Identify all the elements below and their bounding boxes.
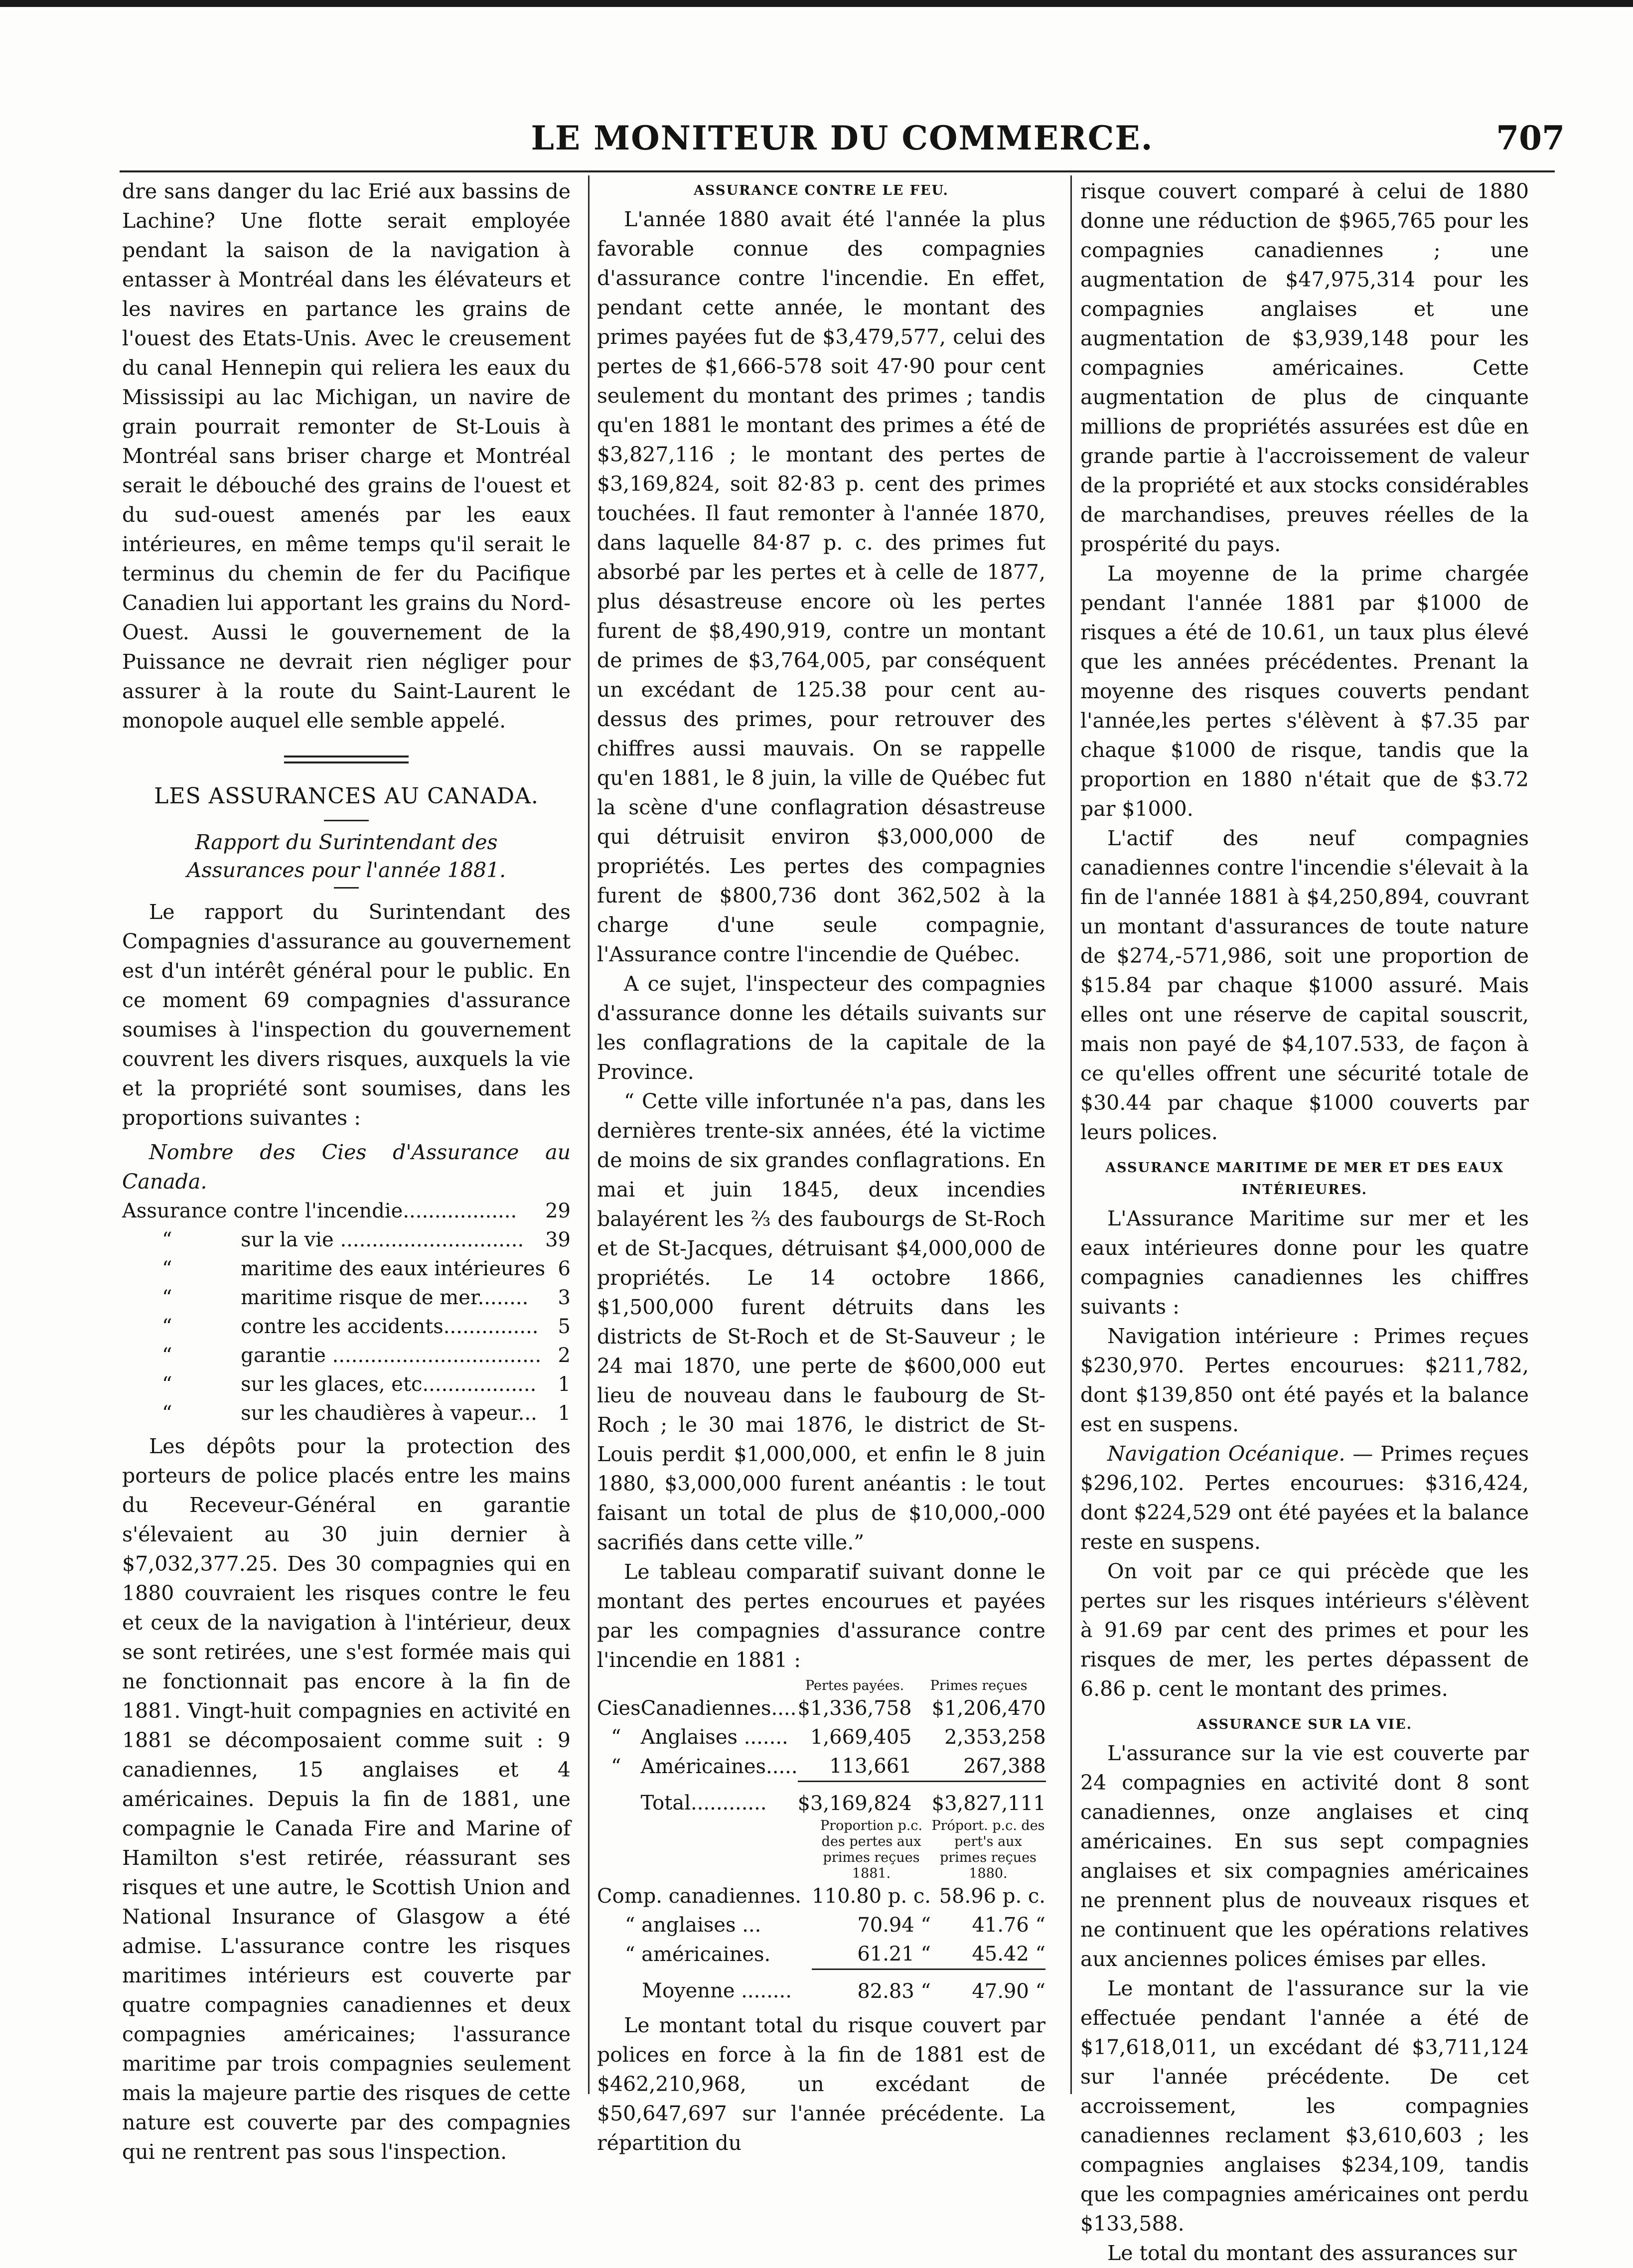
- ratio-1880: 58.96 p. c.: [939, 1885, 1045, 1908]
- short-rule: [334, 887, 359, 889]
- ratio-1880: 41.76 “: [972, 1914, 1045, 1937]
- paragraph: On voit par ce qui précède que les pertes sur les risques intérieurs s'élèvent à 91.69 par cent des primes et pour les risques de mer, les pertes dépassent de 6.86 p. cent le montant des primes.: [1080, 1559, 1529, 1701]
- list-item: [122, 1254, 571, 1283]
- list-label: sur les chaudières à vapeur: [241, 1402, 518, 1425]
- list-label: sur les glaces, etc: [241, 1373, 423, 1396]
- list-item: [122, 1197, 571, 1225]
- column-header: Proportion p.c. des pertes aux primes reçues 1881.: [820, 1818, 923, 1881]
- list-title: Nombre des Cies d'Assurance au Canada.: [122, 1140, 571, 1194]
- paragraph: Le montant de l'assurance sur la vie effectuée pendant l'année a été de $17,618,011, un excédant dé $3,711,124 sur l'année précédente. De cet accroissement, les compagnies canadiennes reclament $3,610,603 ; les compagnies anglaises $234,109, tandis que les compagnies américaines ont perdu $133,588.: [1080, 1976, 1529, 2236]
- column-divider: [588, 175, 590, 2094]
- ratio-table: [597, 1818, 1045, 2006]
- total-losses: $3,169,824: [798, 1782, 912, 1818]
- list-value: 1: [558, 1402, 571, 1425]
- table-row: [597, 1694, 1046, 1723]
- column-1: [122, 177, 571, 2167]
- list-item: [122, 1370, 571, 1399]
- leader-dots: ..................: [403, 1200, 517, 1222]
- losses-value: 113,661: [829, 1755, 912, 1778]
- page-header: [120, 119, 1565, 158]
- list-item: [122, 1283, 571, 1312]
- list-label: maritime risque de mer: [241, 1286, 478, 1309]
- row-label: “ américaines.: [625, 1943, 771, 1966]
- paragraph: Le montant total du risque couvert par polices en force à la fin de 1881 est de $462,210,968, un excédant de $50,647,697 sur l'année précédente. La répartition du: [597, 2013, 1045, 2155]
- list-value: 1: [558, 1373, 571, 1396]
- ditto-mark: “: [162, 1286, 172, 1309]
- row-prefix: Cies: [597, 1697, 641, 1720]
- report-title: Rapport du Surintendant des Assurances pour l'année 1881.: [186, 830, 506, 882]
- list-value: 3: [558, 1286, 571, 1309]
- paragraph-lead: Navigation Océanique.: [1107, 1442, 1345, 1466]
- list-value: 6: [558, 1257, 571, 1280]
- ditto-mark: “: [162, 1373, 172, 1396]
- row-label: Américaines.....: [640, 1755, 798, 1778]
- ratio-1881: 61.21 “: [857, 1943, 931, 1966]
- journal-title: LE MONITEUR DU COMMERCE.: [531, 119, 1154, 157]
- section-title: ASSURANCE SUR LA VIE.: [1196, 1717, 1413, 1732]
- paragraph: L'année 1880 avait été l'année la plus favorable connue des compagnies d'assurance contre l'incendie. En effet, pendant cette année, le montant des primes payées fut de $3,479,577, celui des pertes de $1,666-578 soit 47·90 pour cent seulement du montant des primes ; tandis qu'en 1881 le montant des primes a été de $3,827,116 ; le montant des pertes de $3,169,824, soit 82·83 p. cent des primes touchées. Il faut remonter à l'année 1870, dans laquelle 84·87 p. c. des primes fut absorbé par les pertes et à celle de 1877, plus désastreuse encore où les pertes furent de $8,490,919, contre un montant de primes de $3,764,005, par conséquent un excédant de 125.38 pour cent au-dessus des primes, pour retrouver des chiffres aussi mauvais. On se rappelle qu'en 1881, le 8 juin, la ville de Québec fut la scène d'une conflagration désastreuse qui détruisit environ $3,000,000 de propriétés. Les pertes des compagnies furent de $800,736 dont 362,502 à la charge d'une seule compagnie, l'Assurance contre l'incendie de Québec.: [597, 207, 1045, 966]
- losses-premiums-table: [597, 1678, 1046, 1818]
- paragraph: L'assurance sur la vie est couverte par 24 compagnies en activité dont 8 sont canadiennes, onze anglaises et cinq américaines. En sus sept compagnies anglaises et six compagnies américaines ne prennent plus de nouveaux risques et ne continuent que les opérations relatives aux anciennes polices émises par elles.: [1080, 1741, 1529, 1971]
- premiums-value: 267,388: [963, 1755, 1046, 1778]
- table-row: [597, 1940, 1045, 1969]
- leader-dots: ..................: [422, 1373, 537, 1396]
- column-3: [1080, 177, 1529, 2268]
- section-title: ASSURANCE CONTRE LE FEU.: [694, 183, 949, 198]
- paragraph-body: — Primes reçues $296,102. Pertes encourues: $316,424, dont $224,529 ont été payées et la balance reste en suspens.: [1080, 1442, 1529, 1554]
- short-rule: [324, 820, 369, 821]
- ditto-mark: “: [162, 1402, 172, 1425]
- leader-dots: .................................: [332, 1344, 542, 1367]
- table-row: [597, 1752, 1046, 1782]
- ditto-mark: “: [162, 1344, 172, 1367]
- losses-value: $1,336,758: [797, 1697, 912, 1720]
- list-value: 5: [558, 1315, 571, 1338]
- table-row: [597, 1882, 1045, 1911]
- list-item: [122, 1312, 571, 1341]
- list-item: [122, 1225, 571, 1254]
- losses-value: 1,669,405: [810, 1726, 912, 1749]
- column-2: [597, 177, 1045, 2158]
- average-label: Moyenne ........: [642, 1979, 792, 2003]
- top-border: [0, 0, 1633, 7]
- list-item: [122, 1341, 571, 1370]
- row-label: Canadiennes....: [640, 1697, 797, 1720]
- paragraph: dre sans danger du lac Erié aux bassins de Lachine? Une flotte serait employée pendant la saison de la navigation à entasser à Montréal dans les élévateurs et les navires en partance les grains de l'ouest des Etats-Unis. Avec le creusement du canal Hennepin qui reliera les eaux du Mississipi au lac Michigan, un navire de grain pourrait remonter de St-Louis à Montréal sans briser charge et Montréal serait le débouché des grains de l'ouest et du sud-ouest amenés par les eaux intérieures, en même temps qu'il serait le terminus du chemin de fer du Pacifique Canadien lui apportant les grains du Nord-Ouest. Aussi le gouvernement de la Puissance ne devrait rien négliger pour assurer à la route du Saint-Laurent le monopole auquel elle semble appelé.: [122, 179, 571, 733]
- section-title: LES ASSURANCES AU CANADA.: [154, 783, 539, 809]
- list-item: [122, 1399, 571, 1428]
- row-label: Anglaises .......: [640, 1726, 788, 1749]
- header-rule: [120, 170, 1555, 172]
- paragraph: Le total du montant des assurances sur: [1107, 2241, 1517, 2265]
- row-label: “ anglaises ...: [625, 1914, 761, 1937]
- paragraph: Le tableau comparatif suivant donne le montant des pertes encourues et payées par les compagnies d'assurance contre l'incendie en 1881 :: [597, 1560, 1045, 1672]
- paragraph: [1080, 1439, 1529, 1557]
- total-label: Total............: [640, 1792, 767, 1815]
- list-label: contre les accidents: [241, 1315, 444, 1338]
- table-header-row: [597, 1818, 1045, 1882]
- companies-count-table: [122, 1197, 571, 1428]
- paragraph: A ce sujet, l'inspecteur des compagnies d'assurance donne les détails suivants sur les conflagrations de la capitale de la Province.: [597, 972, 1045, 1084]
- leader-dots: ........: [477, 1286, 529, 1309]
- paragraph: Les dépôts pour la protection des porteurs de police placés entre les mains du Receveur-Général en garantie s'élevaient au 30 juin dernier à $7,032,377.25. Des 30 compagnies qui en 1880 couvraient les risques contre le feu et ceux de la navigation à l'intérieur, deux se sont retirées, une s'est formée mais qui ne fonctionnait pas encore à la fin de 1881. Vingt-huit compagnies en activité en 1881 se décomposaient comme suit : 9 canadiennes, 15 anglaises et 4 américaines. Depuis la fin de 1881, une compagnie le Canada Fire and Marine of Hamilton s'est retirée, réassurant ses risques et une autre, le Scottish Union and National Insurance of Glasgow a été admise. L'assurance contre les risques maritimes intérieurs est couverte par quatre compagnies canadiennes et deux compagnies américaines; l'assurance maritime par trois compagnies seulement mais la majeure partie des risques de cette nature est couverte par des compagnies qui ne rentrent pas sous l'inspection.: [122, 1434, 571, 2164]
- ditto-mark: “: [162, 1228, 172, 1251]
- average-1880: 47.90 “: [931, 1969, 1045, 2006]
- list-value: 29: [545, 1200, 571, 1222]
- ratio-1881: 110.80 p. c.: [812, 1885, 931, 1908]
- paragraph: La moyenne de la prime chargée pendant l'année 1881 par $1000 de risques a été de 10.61, un taux plus élevé que les années précédentes. Prenant la moyenne des risques couverts pendant l'année,les pertes s'élèvent à $7.35 par chaque $1000 de risque, tandis que la proportion en 1880 n'était que de $3.72 par $1000.: [1080, 562, 1529, 821]
- table-row: [597, 1723, 1046, 1752]
- list-label: maritime des eaux intérieures: [241, 1257, 546, 1280]
- ratio-1881: 70.94 “: [857, 1914, 931, 1937]
- average-1881: 82.83 “: [812, 1969, 931, 2006]
- paragraph: L'actif des neuf compagnies canadiennes contre l'incendie s'élevait à la fin de l'année 1881 à $4,250,894, couvrant un montant d'assurances de toute nature de $274,-571,986, soit une proportion de $15.84 par chaque $1000 assuré. Mais elles ont une réserve de capital souscrit, mais non payé de $4,107.533, de façon à ce qu'elles offrent une sécurité totale de $30.44 par chaque $1000 couverts par leurs polices.: [1080, 826, 1529, 1144]
- row-label: Comp. canadiennes.: [597, 1885, 802, 1908]
- page-number: 707: [1496, 119, 1565, 157]
- column-header: Pertes payées.: [805, 1678, 904, 1693]
- ditto-mark: “: [162, 1315, 172, 1338]
- leader-dots: ...: [518, 1402, 537, 1425]
- paragraph: Navigation intérieure : Primes reçues $230,970. Pertes encourues: $211,782, dont $139,850 ont été payés et la balance est en suspens.: [1080, 1324, 1529, 1436]
- list-label: sur la vie: [241, 1228, 334, 1251]
- column-header: Próport. p.c. des pert's aux primes reçues 1880.: [931, 1818, 1045, 1881]
- list-value: 2: [558, 1344, 571, 1367]
- total-row: [597, 1782, 1046, 1818]
- list-value: 39: [545, 1228, 571, 1251]
- table-header-row: [597, 1678, 1046, 1694]
- list-label: garantie: [241, 1344, 326, 1367]
- table-row: [597, 1911, 1045, 1940]
- average-row: [597, 1969, 1045, 2006]
- column-header: Primes reçues: [930, 1678, 1028, 1693]
- paragraph: “ Cette ville infortunée n'a pas, dans les dernières trente-six années, été la victime de moins de six grandes conflagrations. En mai et juin 1845, deux incendies balayérent les ⅔ des faubourgs de St-Roch et de St-Jacques, détruisant $4,000,000 de propriétés. Le 14 octobre 1866, $1,500,000 furent détruits dans les districts de St-Roch et de St-Sauveur ; le 24 mai 1870, une perte de $600,000 eut lieu de nouveau dans le faubourg de St-Roch ; le 30 mai 1876, le district de St-Louis perdit $1,000,000, et enfin le 8 juin 1880, $3,000,000 furent anéantis : le tout faisant un total de plus de $10,000,-000 sacrifiés dans cette ville.”: [597, 1089, 1045, 1554]
- ditto-mark: “: [162, 1257, 172, 1280]
- total-premiums: $3,827,111: [912, 1782, 1046, 1818]
- premiums-value: $1,206,470: [931, 1697, 1046, 1720]
- double-rule: [284, 756, 409, 763]
- premiums-value: 2,353,258: [944, 1726, 1046, 1749]
- column-divider: [1070, 175, 1072, 2094]
- leader-dots: ...............: [443, 1315, 539, 1338]
- row-prefix: “: [611, 1726, 621, 1749]
- list-label: Assurance contre l'incendie: [122, 1200, 403, 1222]
- leader-dots: .............................: [340, 1228, 524, 1251]
- section-title: ASSURANCE MARITIME DE MER ET DES EAUX INTÉRIEURES.: [1105, 1160, 1504, 1198]
- ratio-1880: 45.42 “: [972, 1943, 1045, 1966]
- row-prefix: “: [611, 1755, 621, 1778]
- paragraph: L'Assurance Maritime sur mer et les eaux intérieures donne pour les quatre compagnies canadiennes les chiffres suivants :: [1080, 1207, 1529, 1319]
- paragraph: Le rapport du Surintendant des Compagnies d'assurance au gouvernement est d'un intérêt général pour le public. En ce moment 69 compagnies d'assurance soumises à l'inspection du gouvernement couvrent les divers risques, auxquels la vie et la propriété sont soumises, dans les proportions suivantes :: [122, 900, 571, 1130]
- paragraph: risque couvert comparé à celui de 1880 donne une réduction de $965,765 pour les compagnies canadiennes ; une augmentation de $47,975,314 pour les compagnies anglaises et une augmentation de $3,939,148 pour les compagnies américaines. Cette augmentation de plus de cinquante millions de propriétés assurées est dûe en grande partie à l'accroissement de valeur de la propriété et aux stocks considérables de marchandises, preuves réelles de la prospérité du pays.: [1080, 179, 1529, 556]
